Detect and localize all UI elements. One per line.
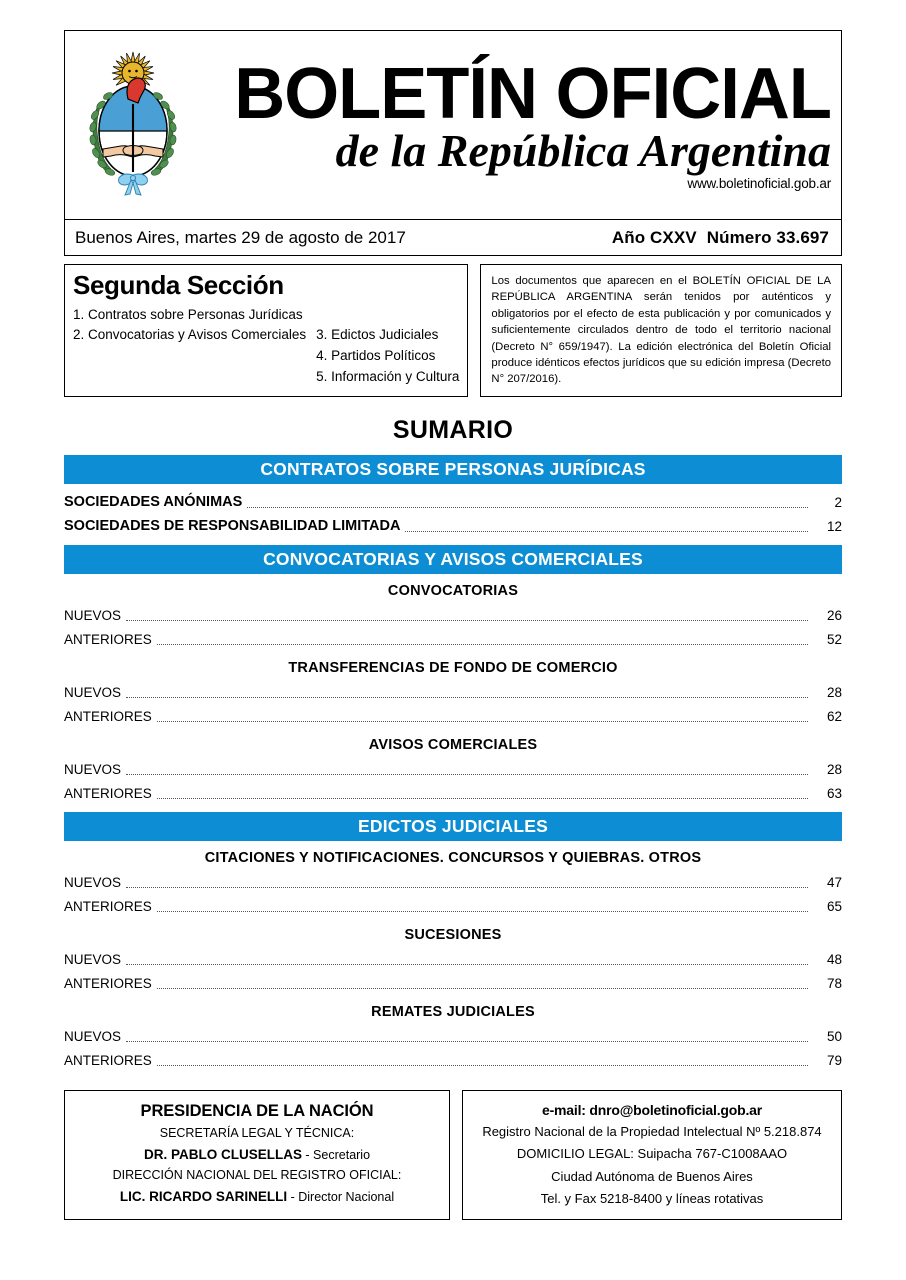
toc-page-number: 48 xyxy=(826,952,842,968)
toc-entry-label: NUEVOS xyxy=(64,875,122,891)
subsection-heading: CITACIONES Y NOTIFICACIONES. CONCURSOS Y QUIEBRAS. OTROS xyxy=(204,849,702,866)
publication-subtitle: de la República Argentina xyxy=(335,125,831,177)
toc-row[interactable] xyxy=(64,1048,842,1072)
toc-dot-leader xyxy=(126,774,808,775)
footer-presidency-box xyxy=(64,1090,450,1221)
secretary-name: DR. PABLO CLUSELLAS xyxy=(143,1146,302,1162)
toc-page-number: 2 xyxy=(834,495,842,511)
toc-page-number: 78 xyxy=(826,976,842,992)
section-item-2: 2. Convocatorias y Avisos Comerciales xyxy=(73,327,307,343)
sumario-body xyxy=(64,455,842,1072)
section-bar-label: CONTRATOS SOBRE PERSONAS JURÍDICAS xyxy=(260,458,646,479)
director-name: LIC. RICARDO SARINELLI xyxy=(119,1188,288,1204)
toc-page-number: 47 xyxy=(826,875,842,891)
footer xyxy=(64,1090,842,1221)
subsection-heading: TRANSFERENCIAS DE FONDO DE COMERCIO xyxy=(288,659,618,676)
publication-title: BOLETÍN OFICIAL xyxy=(234,53,831,134)
toc-row[interactable] xyxy=(64,894,842,918)
legal-notice-box xyxy=(480,264,842,397)
publication-website-url[interactable]: www.boletinoficial.gob.ar xyxy=(687,176,831,192)
toc-row[interactable] xyxy=(64,680,842,704)
section-spacer xyxy=(64,538,842,545)
section-item-1: 1. Contratos sobre Personas Jurídicas xyxy=(73,306,303,322)
section-bar xyxy=(64,545,842,574)
toc-page-number: 50 xyxy=(826,1029,842,1045)
toc-entry-label: ANTERIORES xyxy=(64,709,152,725)
toc-page-number: 26 xyxy=(826,608,842,624)
toc-row[interactable] xyxy=(64,1024,842,1048)
toc-dot-leader xyxy=(157,721,808,722)
masthead-titles xyxy=(193,31,841,219)
toc-row[interactable] xyxy=(64,947,842,971)
toc-page-number: 28 xyxy=(826,685,842,701)
subsection-heading: SUCESIONES xyxy=(404,926,502,943)
toc-entry-label: NUEVOS xyxy=(64,608,122,624)
toc-dot-leader xyxy=(157,1065,808,1066)
toc-dot-leader xyxy=(405,531,808,532)
toc-page-number: 62 xyxy=(826,709,842,725)
toc-page-number: 28 xyxy=(826,762,842,778)
toc-page-number: 65 xyxy=(826,899,842,915)
toc-dot-leader xyxy=(157,911,808,912)
section-right-column xyxy=(312,271,459,388)
section-bar xyxy=(64,455,842,484)
info-row xyxy=(64,264,842,397)
subsection-heading: CONVOCATORIAS xyxy=(387,582,519,599)
section-item-4: 4. Partidos Políticos xyxy=(316,347,436,363)
toc-row[interactable] xyxy=(64,704,842,728)
toc-entry-label: ANTERIORES xyxy=(64,786,152,802)
toc-dot-leader xyxy=(157,644,808,645)
toc-entry-label: SOCIEDADES DE RESPONSABILIDAD LIMITADA xyxy=(64,518,401,535)
sumario-heading: SUMARIO xyxy=(392,415,514,444)
secretariat-label: SECRETARÍA LEGAL Y TÉCNICA: xyxy=(159,1126,355,1141)
toc-dot-leader xyxy=(126,697,808,698)
intellectual-property-registry: Registro Nacional de la Propiedad Intelectual Nº 5.218.874 xyxy=(482,1124,822,1140)
toc-page-number: 79 xyxy=(826,1053,842,1069)
phone-fax: Tel. y Fax 5218-8400 y líneas rotativas xyxy=(540,1191,764,1207)
section-bar-label: EDICTOS JUDICIALES xyxy=(358,815,548,836)
subsection-heading: AVISOS COMERCIALES xyxy=(368,736,538,753)
toc-row[interactable] xyxy=(64,514,842,538)
toc-row[interactable] xyxy=(64,757,842,781)
secretary-name-row xyxy=(73,1144,441,1166)
toc-page-number: 52 xyxy=(826,632,842,648)
registry-direction-label: DIRECCIÓN NACIONAL DEL REGISTRO OFICIAL: xyxy=(112,1168,402,1183)
issue-place-date: Buenos Aires, martes 29 de agosto de 2017 xyxy=(75,227,406,247)
toc-entry-label: NUEVOS xyxy=(64,685,122,701)
issue-year-number xyxy=(612,228,829,248)
legal-address: DOMICILIO LEGAL: Suipacha 767-C1008AAO xyxy=(516,1146,788,1162)
section-item-3: 3. Edictos Judiciales xyxy=(316,326,439,342)
section-bar-label: CONVOCATORIAS Y AVISOS COMERCIALES xyxy=(263,548,643,569)
toc-dot-leader xyxy=(247,507,808,508)
toc-page-number: 12 xyxy=(826,519,842,535)
toc-dot-leader xyxy=(126,620,808,621)
toc-entry-label: ANTERIORES xyxy=(64,899,152,915)
toc-page-number: 63 xyxy=(826,786,842,802)
argentina-coat-of-arms-icon xyxy=(81,45,185,205)
issue-year: Año CXXV xyxy=(611,227,697,247)
toc-row[interactable] xyxy=(64,781,842,805)
secretary-role: - Secretario xyxy=(301,1147,371,1162)
city: Ciudad Autónoma de Buenos Aires xyxy=(551,1168,753,1184)
section-bar xyxy=(64,812,842,841)
section-item-5: 5. Información y Cultura xyxy=(316,369,460,385)
director-name-row xyxy=(73,1186,441,1208)
crest-container xyxy=(65,31,193,219)
issue-number: Número 33.697 xyxy=(706,227,829,247)
presidency-title: PRESIDENCIA DE LA NACIÓN xyxy=(140,1101,374,1120)
masthead xyxy=(64,30,842,220)
toc-row[interactable] xyxy=(64,490,842,514)
director-role: - Director Nacional xyxy=(287,1189,395,1204)
toc-dot-leader xyxy=(157,988,808,989)
section-title: Segunda Sección xyxy=(73,270,284,300)
legal-notice-text: Los documentos que aparecen en el BOLETÍN OFICIAL DE LA REPÚBLICA ARGENTINA serán tenidos por auténticos y obligatorios por el efecto de esta publicación y por comunicados y suficientemente circulados dentro de todo el territorio nacional (Decreto N° 659/1947). La edición electrónica del Boletín Oficial produce idénticos efectos jurídicos que su edición impresa (Decreto N° 207/2016). xyxy=(491,275,831,386)
toc-row[interactable] xyxy=(64,870,842,894)
subsection-heading: REMATES JUDICIALES xyxy=(371,1003,535,1020)
toc-entry-label: NUEVOS xyxy=(64,952,122,968)
date-bar xyxy=(64,220,842,256)
toc-entry-label: NUEVOS xyxy=(64,1029,122,1045)
section-summary-box xyxy=(64,264,468,397)
toc-dot-leader xyxy=(157,798,808,799)
toc-dot-leader xyxy=(126,964,808,965)
toc-entry-label: ANTERIORES xyxy=(64,1053,152,1069)
toc-entry-label: ANTERIORES xyxy=(64,976,152,992)
section-spacer xyxy=(64,805,842,812)
footer-contact-box xyxy=(462,1090,842,1221)
toc-dot-leader xyxy=(126,1041,808,1042)
toc-entry-label: SOCIEDADES ANÓNIMAS xyxy=(64,494,243,511)
toc-entry-label: NUEVOS xyxy=(64,762,122,778)
contact-email[interactable]: e-mail: dnro@boletinoficial.gob.ar xyxy=(542,1101,762,1118)
section-left-column xyxy=(73,271,312,388)
toc-row[interactable] xyxy=(64,603,842,627)
toc-row[interactable] xyxy=(64,627,842,651)
toc-entry-label: ANTERIORES xyxy=(64,632,152,648)
toc-dot-leader xyxy=(126,887,808,888)
toc-row[interactable] xyxy=(64,971,842,995)
